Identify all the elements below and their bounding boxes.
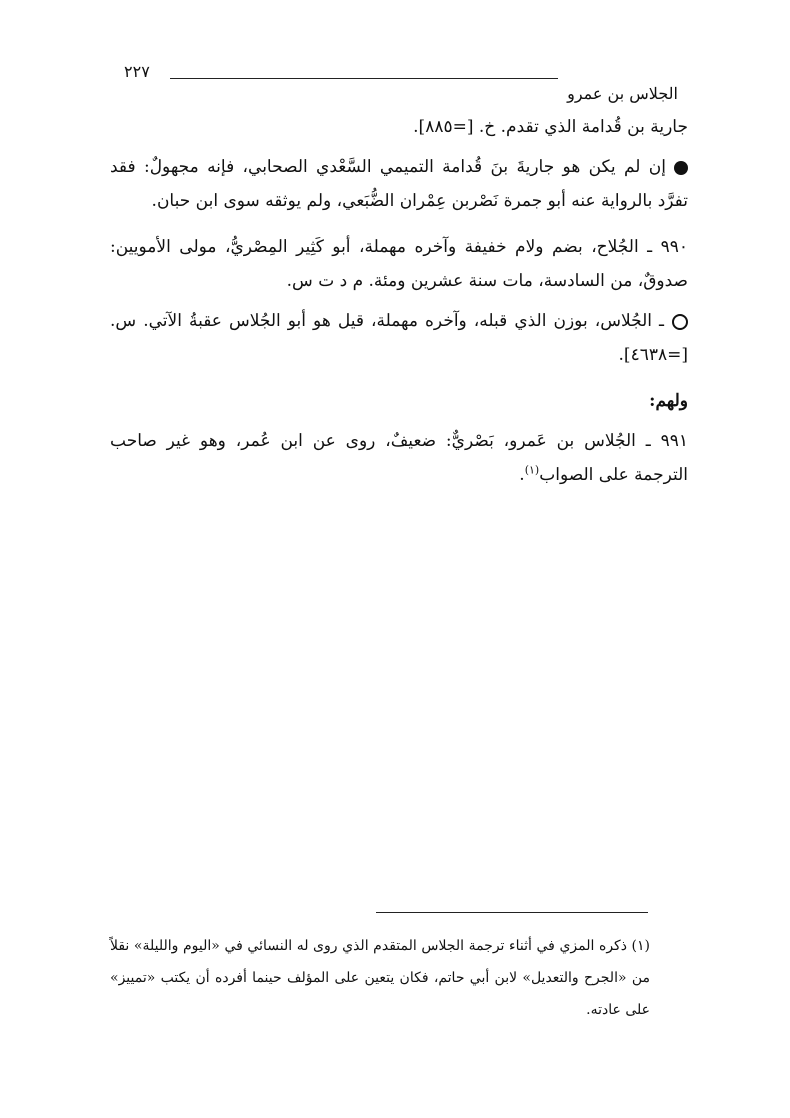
paragraph-bullet-note-text: إن لم يكن هو جاريةَ بنَ قُدامة التميمي السَّعْدي الصحابي، فإنه مجهولٌ: فقد تفرَّد بالرواية عنه أبو جمرة نَصْربن عِمْران الضُّبَعي، ولم يوثقه سوى ابن حبان. [110,157,688,211]
paragraph-continuation [110,110,688,144]
entry-jullas-text: ـ الجُلاس، بوزن الذي قبله، وآخره مهملة، قيل هو أبو الجُلاس عقبةُ الآتي. س. [=٤٦٣٨]. [110,311,688,365]
paragraph-continuation-text: جارية بن قُدامة الذي تقدم. خ. [=٨٨٥]. [413,117,688,137]
footnote [110,930,650,1026]
bullet-dot-icon [674,161,688,175]
entry-991-text: ٩٩١ ـ الجُلاس بن عَمرو، بَصْريٌّ: ضعيفٌ، روى عن ابن عُمر، وهو غير صاحب الترجمة على الصواب [110,431,688,485]
page-number: ٢٢٧ [124,62,150,81]
entry-990 [110,230,688,298]
running-head [118,62,678,103]
entry-991: ٩٩١ ـ الجُلاس بن عَمرو، بَصْريٌّ: ضعيفٌ، روى عن ابن عُمر، وهو غير صاحب الترجمة على الصواب$^{(١)}$. [110,431,688,485]
running-head-title: الجلاس بن عمرو [567,84,678,103]
running-head-rule [170,78,558,79]
paragraph-bullet-note [110,150,688,218]
footnote-marker: (١) [524,463,540,477]
main-text [110,110,688,492]
footnote-separator [376,912,648,913]
footnote-text: (١) ذكره المزي في أثناء ترجمة الجلاس المتقدم الذي روى له النسائي في «اليوم والليلة» نقلاً من «الجرح والتعديل» لابن أبي حاتم، فكان يتعين على المؤلف حينما أفرده أن يكتب «تمييز» على عادته. [110,938,650,1018]
hollow-circle-icon [672,314,688,330]
entry-990-text: ٩٩٠ ـ الجُلاح، بضم ولام خفيفة وآخره مهملة، أبو كَثِير المِصْريُّ، مولى الأمويين: صدوقٌ، من السادسة، مات سنة عشرين ومئة. م د ت س. [110,237,688,291]
entry-jullas [110,304,688,372]
section-heading: ولهم: [649,391,688,411]
